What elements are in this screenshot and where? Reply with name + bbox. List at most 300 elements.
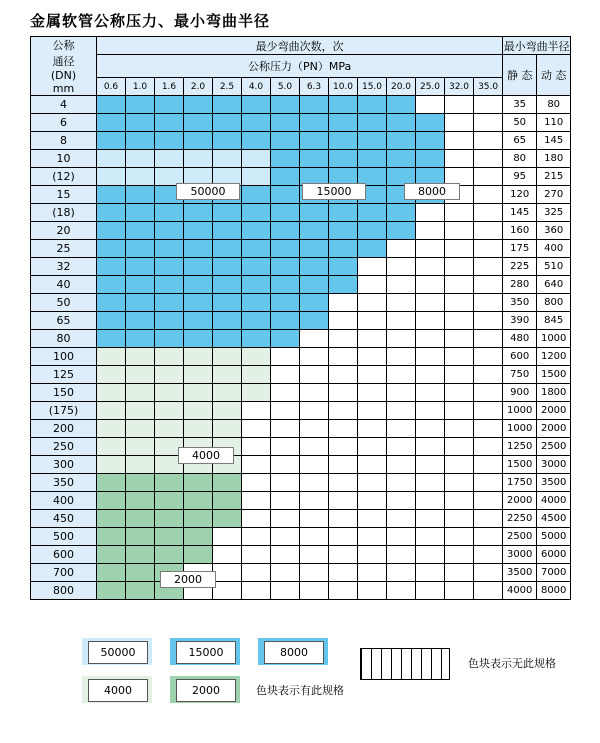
grid-cell bbox=[300, 276, 329, 294]
pressure-col-header: 2.0 bbox=[184, 78, 213, 96]
grid-cell bbox=[155, 330, 184, 348]
grid-cell bbox=[416, 276, 445, 294]
grid-cell bbox=[242, 438, 271, 456]
grid-cell bbox=[242, 240, 271, 258]
grid-cell bbox=[213, 510, 242, 528]
static-radius-cell: 4000 bbox=[503, 582, 537, 600]
grid-cell bbox=[358, 546, 387, 564]
grid-cell bbox=[126, 384, 155, 402]
static-radius-cell: 160 bbox=[503, 222, 537, 240]
grid-cell bbox=[155, 384, 184, 402]
page-title: 金属软管公称压力、最小弯曲半径 bbox=[30, 12, 271, 30]
grid-cell bbox=[358, 240, 387, 258]
grid-cell bbox=[387, 582, 416, 600]
grid-cell bbox=[126, 348, 155, 366]
grid-cell bbox=[416, 366, 445, 384]
grid-cell bbox=[271, 186, 300, 204]
table-row bbox=[31, 96, 571, 114]
grid-cell bbox=[358, 528, 387, 546]
grid-cell bbox=[474, 204, 503, 222]
grid-cell bbox=[97, 510, 126, 528]
grid-cell bbox=[242, 186, 271, 204]
grid-cell bbox=[300, 546, 329, 564]
grid-cell bbox=[184, 348, 213, 366]
grid-cell bbox=[300, 582, 329, 600]
table-row bbox=[31, 312, 571, 330]
grid-cell bbox=[416, 132, 445, 150]
grid-cell bbox=[97, 96, 126, 114]
grid-cell bbox=[126, 312, 155, 330]
grid-cell bbox=[416, 258, 445, 276]
grid-cell bbox=[271, 528, 300, 546]
grid-cell bbox=[474, 276, 503, 294]
table-row bbox=[31, 132, 571, 150]
dn-cell: 4 bbox=[31, 96, 97, 114]
grid-cell bbox=[97, 132, 126, 150]
dynamic-radius-cell: 6000 bbox=[537, 546, 571, 564]
grid-cell bbox=[474, 384, 503, 402]
grid-cell bbox=[242, 582, 271, 600]
grid-cell bbox=[416, 312, 445, 330]
grid-cell bbox=[213, 492, 242, 510]
grid-cell bbox=[126, 114, 155, 132]
grid-cell bbox=[387, 456, 416, 474]
grid-cell bbox=[474, 366, 503, 384]
table-row bbox=[31, 204, 571, 222]
grid-cell bbox=[155, 294, 184, 312]
grid-cell bbox=[155, 474, 184, 492]
grid-cell bbox=[155, 492, 184, 510]
grid-cell bbox=[329, 204, 358, 222]
grid-cell bbox=[329, 384, 358, 402]
grid-cell bbox=[242, 474, 271, 492]
grid-cell bbox=[474, 114, 503, 132]
grid-cell bbox=[300, 492, 329, 510]
grid-cell bbox=[155, 96, 184, 114]
grid-cell bbox=[213, 528, 242, 546]
dn-cell: 800 bbox=[31, 582, 97, 600]
dynamic-radius-cell: 800 bbox=[537, 294, 571, 312]
dn-cell: 100 bbox=[31, 348, 97, 366]
grid-cell bbox=[155, 510, 184, 528]
grid-cell bbox=[300, 528, 329, 546]
grid-cell bbox=[329, 546, 358, 564]
dn-cell: 15 bbox=[31, 186, 97, 204]
grid-cell bbox=[126, 492, 155, 510]
grid-cell bbox=[445, 384, 474, 402]
table-row bbox=[31, 474, 571, 492]
grid-cell bbox=[387, 312, 416, 330]
static-radius-cell: 120 bbox=[503, 186, 537, 204]
dynamic-radius-cell: 325 bbox=[537, 204, 571, 222]
grid-cell bbox=[445, 240, 474, 258]
grid-cell bbox=[387, 150, 416, 168]
grid-cell bbox=[126, 168, 155, 186]
dn-cell: 450 bbox=[31, 510, 97, 528]
dn-cell: 600 bbox=[31, 546, 97, 564]
table-row bbox=[31, 492, 571, 510]
grid-cell bbox=[184, 312, 213, 330]
grid-cell bbox=[300, 456, 329, 474]
pressure-col-header: 0.6 bbox=[97, 78, 126, 96]
grid-cell bbox=[184, 132, 213, 150]
grid-cell bbox=[242, 456, 271, 474]
grid-cell bbox=[474, 528, 503, 546]
grid-cell bbox=[126, 420, 155, 438]
grid-cell bbox=[126, 258, 155, 276]
grid-cell bbox=[213, 330, 242, 348]
grid-cell bbox=[97, 294, 126, 312]
grid-cell bbox=[329, 132, 358, 150]
dynamic-radius-cell: 180 bbox=[537, 150, 571, 168]
grid-cell bbox=[213, 96, 242, 114]
grid-cell bbox=[474, 582, 503, 600]
grid-cell bbox=[271, 150, 300, 168]
header-dn-line3: (DN) bbox=[50, 69, 77, 82]
grid-cell bbox=[329, 564, 358, 582]
grid-cell bbox=[126, 456, 155, 474]
static-radius-cell: 175 bbox=[503, 240, 537, 258]
grid-cell bbox=[445, 222, 474, 240]
grid-cell bbox=[474, 348, 503, 366]
grid-cell bbox=[242, 564, 271, 582]
grid-cell bbox=[271, 456, 300, 474]
grid-cell bbox=[387, 510, 416, 528]
static-radius-cell: 480 bbox=[503, 330, 537, 348]
legend-stripe-swatch bbox=[360, 648, 450, 680]
grid-cell bbox=[329, 456, 358, 474]
grid-cell bbox=[97, 582, 126, 600]
dynamic-radius-cell: 7000 bbox=[537, 564, 571, 582]
grid-cell bbox=[300, 312, 329, 330]
grid-cell bbox=[97, 492, 126, 510]
grid-cell bbox=[184, 474, 213, 492]
legend-box-2000: 2000 bbox=[176, 679, 236, 702]
dynamic-radius-cell: 80 bbox=[537, 96, 571, 114]
grid-cell bbox=[97, 420, 126, 438]
grid-cell bbox=[358, 510, 387, 528]
static-radius-cell: 1000 bbox=[503, 420, 537, 438]
grid-cell bbox=[126, 402, 155, 420]
pressure-col-header: 1.6 bbox=[155, 78, 184, 96]
grid-cell bbox=[474, 240, 503, 258]
grid-cell bbox=[126, 474, 155, 492]
grid-cell bbox=[445, 312, 474, 330]
grid-cell bbox=[271, 510, 300, 528]
grid-cell bbox=[329, 114, 358, 132]
grid-cell bbox=[184, 384, 213, 402]
dynamic-radius-cell: 1800 bbox=[537, 384, 571, 402]
grid-cell bbox=[126, 366, 155, 384]
grid-cell bbox=[416, 402, 445, 420]
table-row bbox=[31, 582, 571, 600]
grid-cell bbox=[184, 528, 213, 546]
grid-cell bbox=[474, 186, 503, 204]
grid-cell bbox=[300, 114, 329, 132]
static-radius-cell: 390 bbox=[503, 312, 537, 330]
static-radius-cell: 145 bbox=[503, 204, 537, 222]
grid-cell bbox=[387, 474, 416, 492]
dn-cell: 150 bbox=[31, 384, 97, 402]
header-pressure: 公称压力（PN）MPa bbox=[97, 55, 503, 78]
grid-cell bbox=[329, 222, 358, 240]
grid-cell bbox=[416, 96, 445, 114]
pressure-col-header: 35.0 bbox=[474, 78, 503, 96]
grid-cell bbox=[184, 222, 213, 240]
dn-cell: 500 bbox=[31, 528, 97, 546]
grid-cell bbox=[97, 438, 126, 456]
grid-cell bbox=[184, 366, 213, 384]
grid-cell bbox=[155, 420, 184, 438]
grid-cell bbox=[271, 546, 300, 564]
grid-cell bbox=[387, 348, 416, 366]
grid-cell bbox=[184, 510, 213, 528]
legend-box-15000: 15000 bbox=[176, 641, 236, 664]
grid-cell bbox=[416, 528, 445, 546]
dynamic-radius-cell: 145 bbox=[537, 132, 571, 150]
grid-cell bbox=[445, 96, 474, 114]
header-dn-line2: 通径 bbox=[52, 55, 75, 68]
grid-cell bbox=[155, 114, 184, 132]
grid-cell bbox=[126, 132, 155, 150]
static-radius-cell: 225 bbox=[503, 258, 537, 276]
dynamic-radius-cell: 270 bbox=[537, 186, 571, 204]
grid-cell bbox=[242, 366, 271, 384]
grid-cell bbox=[329, 312, 358, 330]
grid-cell bbox=[387, 546, 416, 564]
grid-cell bbox=[445, 582, 474, 600]
grid-cell bbox=[213, 348, 242, 366]
grid-cell bbox=[329, 294, 358, 312]
static-radius-cell: 1250 bbox=[503, 438, 537, 456]
grid-cell bbox=[474, 330, 503, 348]
grid-cell bbox=[474, 510, 503, 528]
dynamic-radius-cell: 1000 bbox=[537, 330, 571, 348]
grid-cell bbox=[126, 330, 155, 348]
grid-cell bbox=[242, 132, 271, 150]
grid-cell bbox=[213, 258, 242, 276]
static-radius-cell: 1000 bbox=[503, 402, 537, 420]
grid-cell bbox=[271, 330, 300, 348]
grid-cell bbox=[126, 528, 155, 546]
grid-cell bbox=[416, 582, 445, 600]
pressure-col-header: 32.0 bbox=[445, 78, 474, 96]
grid-cell bbox=[213, 474, 242, 492]
table-row bbox=[31, 438, 571, 456]
grid-cell bbox=[387, 384, 416, 402]
grid-cell bbox=[213, 402, 242, 420]
pressure-col-header: 4.0 bbox=[242, 78, 271, 96]
grid-cell bbox=[300, 420, 329, 438]
grid-cell bbox=[213, 420, 242, 438]
grid-cell bbox=[242, 150, 271, 168]
dynamic-radius-cell: 640 bbox=[537, 276, 571, 294]
table-row bbox=[31, 186, 571, 204]
grid-cell bbox=[416, 348, 445, 366]
grid-cell bbox=[416, 546, 445, 564]
grid-cell bbox=[155, 222, 184, 240]
grid-cell bbox=[155, 204, 184, 222]
grid-cell bbox=[300, 384, 329, 402]
grid-cell bbox=[358, 492, 387, 510]
table-row bbox=[31, 330, 571, 348]
grid-cell bbox=[300, 294, 329, 312]
dn-cell: 700 bbox=[31, 564, 97, 582]
grid-cell bbox=[97, 474, 126, 492]
dynamic-radius-cell: 3500 bbox=[537, 474, 571, 492]
grid-cell bbox=[445, 474, 474, 492]
dn-cell: 250 bbox=[31, 438, 97, 456]
table-row bbox=[31, 366, 571, 384]
overlay-label: 2000 bbox=[160, 571, 216, 588]
grid-cell bbox=[155, 258, 184, 276]
grid-cell bbox=[97, 528, 126, 546]
grid-cell bbox=[387, 564, 416, 582]
grid-cell bbox=[97, 204, 126, 222]
grid-cell bbox=[387, 492, 416, 510]
grid-cell bbox=[242, 96, 271, 114]
header-dn-line4: mm bbox=[52, 82, 75, 95]
grid-cell bbox=[271, 222, 300, 240]
grid-cell bbox=[126, 438, 155, 456]
dynamic-radius-cell: 1200 bbox=[537, 348, 571, 366]
grid-cell bbox=[97, 186, 126, 204]
grid-cell bbox=[445, 294, 474, 312]
grid-cell bbox=[126, 222, 155, 240]
grid-cell bbox=[416, 474, 445, 492]
grid-cell bbox=[329, 582, 358, 600]
grid-cell bbox=[445, 510, 474, 528]
header-static: 静 态 bbox=[503, 55, 537, 96]
grid-cell bbox=[474, 564, 503, 582]
table-body bbox=[31, 96, 571, 600]
grid-cell bbox=[445, 420, 474, 438]
grid-cell bbox=[300, 330, 329, 348]
grid-cell bbox=[416, 204, 445, 222]
grid-cell bbox=[416, 564, 445, 582]
grid-cell bbox=[271, 168, 300, 186]
grid-cell bbox=[300, 204, 329, 222]
dynamic-radius-cell: 4500 bbox=[537, 510, 571, 528]
grid-cell bbox=[358, 582, 387, 600]
grid-cell bbox=[445, 456, 474, 474]
dn-cell: 25 bbox=[31, 240, 97, 258]
table-row bbox=[31, 276, 571, 294]
grid-cell bbox=[271, 420, 300, 438]
overlay-label: 4000 bbox=[178, 447, 234, 464]
static-radius-cell: 95 bbox=[503, 168, 537, 186]
grid-cell bbox=[184, 546, 213, 564]
grid-cell bbox=[184, 420, 213, 438]
grid-cell bbox=[445, 258, 474, 276]
dynamic-radius-cell: 4000 bbox=[537, 492, 571, 510]
table-row bbox=[31, 510, 571, 528]
static-radius-cell: 280 bbox=[503, 276, 537, 294]
grid-cell bbox=[329, 96, 358, 114]
table-row bbox=[31, 546, 571, 564]
dn-cell: 300 bbox=[31, 456, 97, 474]
grid-cell bbox=[387, 222, 416, 240]
grid-cell bbox=[271, 564, 300, 582]
grid-cell bbox=[242, 168, 271, 186]
dynamic-radius-cell: 400 bbox=[537, 240, 571, 258]
grid-cell bbox=[213, 204, 242, 222]
grid-cell bbox=[358, 564, 387, 582]
dn-cell: (175) bbox=[31, 402, 97, 420]
table-row bbox=[31, 402, 571, 420]
table-row bbox=[31, 258, 571, 276]
grid-cell bbox=[213, 546, 242, 564]
grid-cell bbox=[474, 474, 503, 492]
grid-cell bbox=[358, 366, 387, 384]
grid-cell bbox=[97, 348, 126, 366]
grid-cell bbox=[474, 222, 503, 240]
grid-cell bbox=[155, 150, 184, 168]
static-radius-cell: 1500 bbox=[503, 456, 537, 474]
grid-cell bbox=[358, 438, 387, 456]
dynamic-radius-cell: 2000 bbox=[537, 402, 571, 420]
grid-cell bbox=[271, 240, 300, 258]
dn-cell: 50 bbox=[31, 294, 97, 312]
grid-cell bbox=[271, 294, 300, 312]
legend-box-8000: 8000 bbox=[264, 641, 324, 664]
header-dynamic: 动 态 bbox=[537, 55, 571, 96]
grid-cell bbox=[242, 114, 271, 132]
grid-cell bbox=[387, 438, 416, 456]
grid-cell bbox=[242, 222, 271, 240]
grid-cell bbox=[358, 294, 387, 312]
grid-cell bbox=[387, 330, 416, 348]
grid-cell bbox=[329, 510, 358, 528]
dynamic-radius-cell: 510 bbox=[537, 258, 571, 276]
pressure-col-header: 5.0 bbox=[271, 78, 300, 96]
dynamic-radius-cell: 8000 bbox=[537, 582, 571, 600]
grid-cell bbox=[329, 474, 358, 492]
grid-cell bbox=[300, 564, 329, 582]
grid-cell bbox=[97, 222, 126, 240]
grid-cell bbox=[271, 474, 300, 492]
grid-cell bbox=[329, 420, 358, 438]
grid-cell bbox=[445, 348, 474, 366]
grid-cell bbox=[213, 222, 242, 240]
grid-cell bbox=[358, 330, 387, 348]
grid-cell bbox=[126, 204, 155, 222]
grid-cell bbox=[155, 312, 184, 330]
grid-cell bbox=[300, 402, 329, 420]
grid-cell bbox=[184, 258, 213, 276]
grid-cell bbox=[387, 258, 416, 276]
static-radius-cell: 3500 bbox=[503, 564, 537, 582]
legend-box-50000: 50000 bbox=[88, 641, 148, 664]
grid-cell bbox=[445, 564, 474, 582]
grid-cell bbox=[242, 420, 271, 438]
grid-cell bbox=[474, 132, 503, 150]
grid-cell bbox=[184, 150, 213, 168]
static-radius-cell: 65 bbox=[503, 132, 537, 150]
static-radius-cell: 3000 bbox=[503, 546, 537, 564]
grid-cell bbox=[358, 420, 387, 438]
grid-cell bbox=[300, 510, 329, 528]
table-row bbox=[31, 240, 571, 258]
grid-cell bbox=[271, 96, 300, 114]
grid-cell bbox=[97, 402, 126, 420]
overlay-label: 8000 bbox=[404, 183, 460, 200]
grid-cell bbox=[416, 438, 445, 456]
grid-cell bbox=[445, 492, 474, 510]
grid-cell bbox=[184, 240, 213, 258]
grid-cell bbox=[474, 150, 503, 168]
grid-cell bbox=[155, 240, 184, 258]
